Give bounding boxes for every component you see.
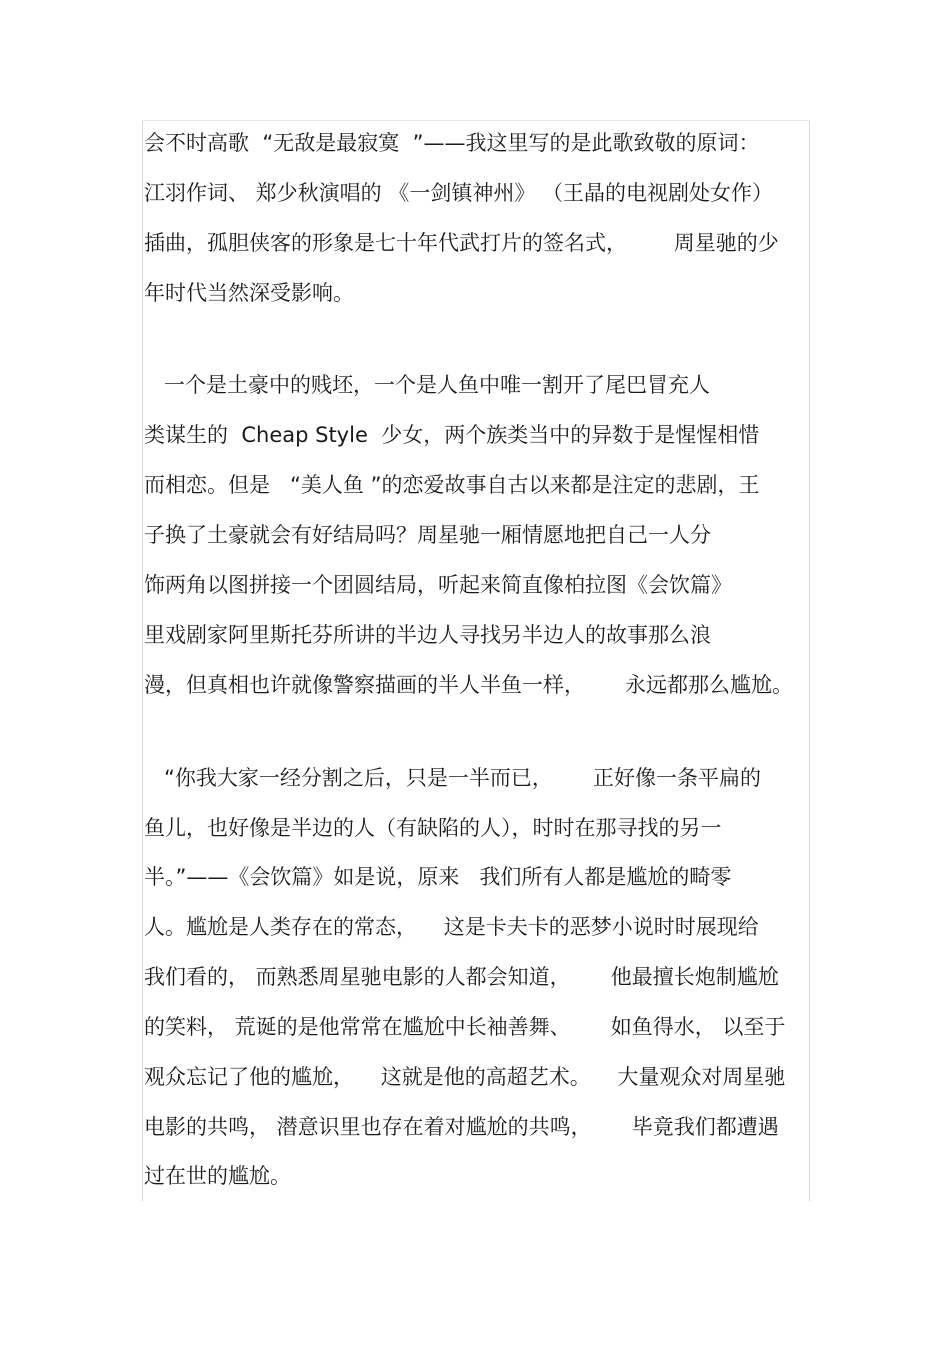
text-line: 的笑料， 荒诞的是他常常在尴尬中长袖善舞、 如鱼得水， 以至于 [144,1015,786,1039]
text-line: 会不时高歌 “无敌是最寂寞 ”——我这里写的是此歌致敬的原词： [144,131,760,155]
text-line: 饰两角以图拼接一个团圆结局，听起来简直像柏拉图《会饮篇》 [144,573,732,597]
text-line: 电影的共鸣， 潜意识里也存在着对尴尬的共鸣， 毕竟我们都遭遇 [144,1115,779,1139]
text-line: 我们看的， 而熟悉周星驰电影的人都会知道， 他最擅长炮制尴尬 [144,965,779,989]
text-line: “你我大家一经分割之后，只是一半而已， 正好像一条平扁的 [144,766,761,790]
text-line: 漫，但真相也许就像警察描画的半人半鱼一样， 永远都那么尴尬。 [144,673,794,697]
text-line: 插曲，孤胆侠客的形象是七十年代武打片的签名式， 周星驰的少 [144,231,779,255]
text-line: 半。”——《会饮篇》如是说，原来 我们所有人都是尴尬的畸零 [144,865,732,889]
text-line: 鱼儿，也好像是半边的人（有缺陷的人），时时在那寻找的另一 [144,816,722,840]
text-line: 人。尴尬是人类存在的常态， 这是卡夫卡的恶梦小说时时展现给 [144,915,759,939]
text-line: 类谋生的 Cheap Style 少女，两个族类当中的异数于是惺惺相惜 [144,423,760,447]
text-line: 而相恋。但是 “美人鱼 ”的恋爱故事自古以来都是注定的悲剧，王 [144,473,760,497]
text-line: 子换了土豪就会有好结局吗？周星驰一厢情愿地把自己一人分 [144,523,711,547]
text-line: 观众忘记了他的尴尬， 这就是他的高超艺术。 大量观众对周星驰 [144,1065,786,1089]
text-line: 过在世的尴尬。 [144,1164,291,1188]
text-line: 江羽作词、 郑少秋演唱的 《一剑镇神州》 （王晶的电视剧处女作） [144,181,774,205]
text-line: 年时代当然深受影响。 [144,281,354,305]
text-line: 一个是土豪中的贱坯，一个是人鱼中唯一割开了尾巴冒充人 [144,373,711,397]
text-line: 里戏剧家阿里斯托芬所讲的半边人寻找另半边人的故事那么浪 [144,623,711,647]
